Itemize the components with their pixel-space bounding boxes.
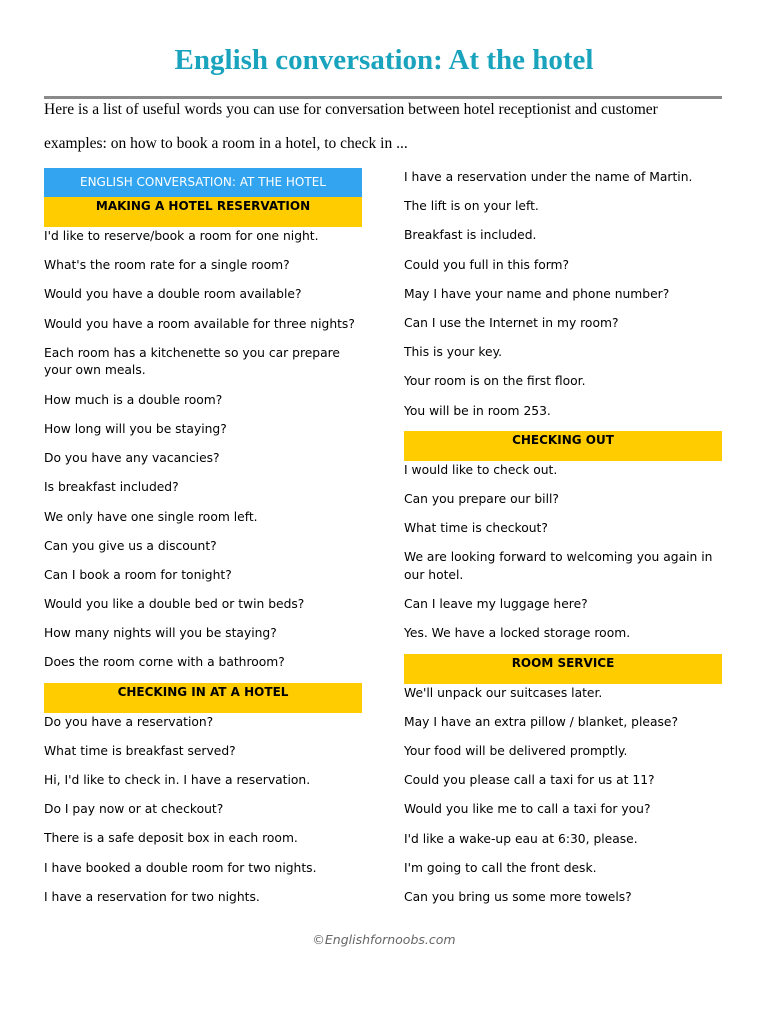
list-item: How much is a double room? — [44, 392, 223, 407]
room-service-header: ROOM SERVICE — [404, 654, 722, 684]
list-item: Can you give us a discount? — [44, 538, 217, 553]
checkin-header: CHECKING IN AT A HOTEL — [44, 683, 362, 713]
list-item: Hi, I'd like to check in. I have a reservation. — [44, 773, 311, 787]
list-item: May I have an extra pillow / blanket, please? — [404, 714, 678, 729]
list-item: Do you have any vacancies? — [44, 451, 220, 466]
list-item: Each room has a kitchenette so you car prepare your own meals. — [44, 345, 340, 378]
title-divider — [44, 96, 722, 99]
list-item: I'd like to reserve/book a room for one night. — [44, 229, 319, 243]
list-item: Your room is on the first floor. — [404, 374, 586, 389]
intro-line-2: examples: on how to book a room in a hotel, to check in ... — [44, 135, 408, 152]
list-item: This is your key. — [404, 345, 503, 360]
list-item: Does the room corne with a bathroom? — [44, 655, 285, 670]
checkout-list — [404, 461, 722, 654]
list-item: What's the room rate for a single room? — [44, 258, 290, 273]
list-item: How long will you be staying? — [44, 421, 227, 436]
list-item: There is a safe deposit box in each room. — [44, 831, 298, 846]
reservation-header: MAKING A HOTEL RESERVATION — [44, 197, 362, 227]
copyright-footer: ©Englishfornoobs.com — [312, 932, 456, 947]
list-item: Is breakfast included? — [44, 480, 179, 495]
list-item: Do I pay now or at checkout? — [44, 802, 224, 817]
list-item: Can I use the Internet in my room? — [404, 315, 619, 330]
list-item: You will be in room 253. — [404, 403, 551, 418]
main-section-header: ENGLISH CONVERSATION: AT THE HOTEL — [44, 168, 362, 197]
list-item: Can you bring us some more towels? — [404, 889, 632, 904]
list-item: How many nights will you be staying? — [44, 626, 277, 641]
list-item: We only have one single room left. — [44, 509, 258, 524]
list-item: I'm going to call the front desk. — [404, 860, 597, 875]
left-column — [44, 168, 362, 917]
room-service-list — [404, 684, 722, 918]
list-item: Could you please call a taxi for us at 11? — [404, 773, 655, 788]
list-item: Would you have a double room available? — [44, 287, 302, 302]
page-title: English conversation: At the hotel — [174, 44, 594, 76]
list-item: Do you have a reservation? — [44, 714, 214, 729]
list-item: Yes. We have a locked storage room. — [404, 626, 631, 641]
list-item: We'll unpack our suitcases later. — [404, 685, 603, 700]
checkin-continued-list — [404, 168, 722, 431]
list-item: Your food will be delivered promptly. — [404, 744, 628, 758]
list-item: I have a reservation under the name of Martin. — [404, 170, 693, 184]
list-item: We are looking forward to welcoming you again in our hotel. — [404, 550, 713, 582]
list-item: I would like to check out. — [404, 462, 558, 477]
list-item: The lift is on your left. — [404, 199, 539, 214]
list-item: Can I leave my luggage here? — [404, 597, 588, 612]
checkout-header: CHECKING OUT — [404, 431, 722, 461]
list-item: Breakfast is included. — [404, 228, 537, 243]
list-item: What time is breakfast served? — [44, 743, 236, 758]
list-item: May I have your name and phone number? — [404, 286, 670, 301]
list-item: Would you like a double bed or twin beds? — [44, 597, 305, 612]
checkin-list — [44, 713, 362, 917]
list-item: I have a reservation for two nights. — [44, 889, 260, 904]
list-item: What time is checkout? — [404, 521, 548, 536]
list-item: Would you like me to call a taxi for you? — [404, 802, 651, 817]
list-item: Can I book a room for tonight? — [44, 567, 232, 582]
list-item: Could you full in this form? — [404, 257, 570, 272]
list-item: Would you have a room available for three nights? — [44, 316, 355, 331]
right-column — [404, 168, 722, 917]
list-item: I'd like a wake-up eau at 6:30, please. — [404, 831, 638, 846]
list-item: Can you prepare our bill? — [404, 491, 559, 506]
list-item: I have booked a double room for two nights. — [44, 860, 317, 875]
reservation-list — [44, 227, 362, 683]
intro-line-1: Here is a list of useful words you can use for conversation between hotel receptionist and customer — [44, 101, 658, 118]
